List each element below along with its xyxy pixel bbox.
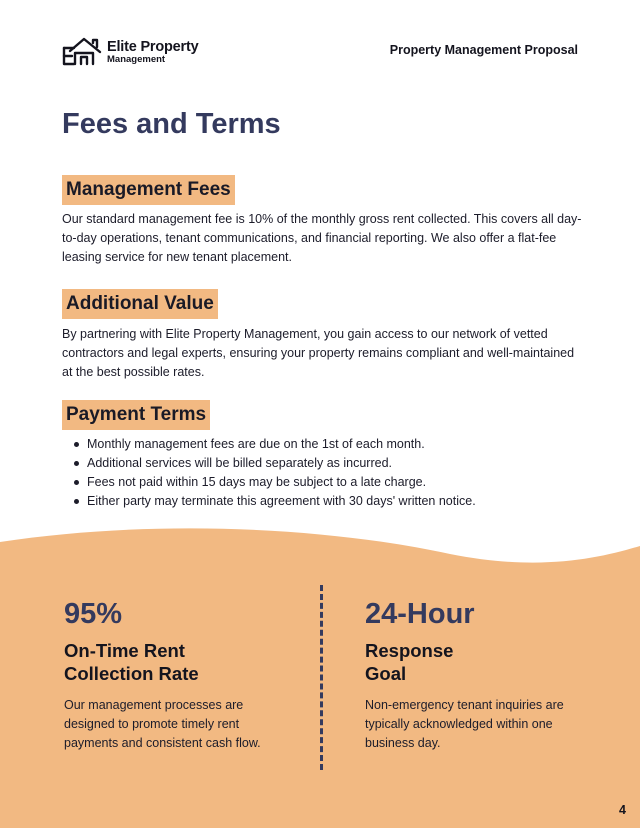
stat-label-line: On-Time Rent bbox=[64, 640, 185, 661]
stat-label-line: Collection Rate bbox=[64, 663, 199, 684]
stat-value: 95% bbox=[64, 598, 123, 630]
list-item: Monthly management fees are due on the 1st of each month. bbox=[62, 435, 582, 454]
stat-label bbox=[64, 639, 294, 685]
stat-description: Non-emergency tenant inquiries are typically acknowledged within one business day. bbox=[365, 698, 564, 750]
stats-divider bbox=[320, 585, 323, 770]
stat-description: Our management processes are designed to promote timely rent payments and consistent cash flow. bbox=[64, 698, 261, 750]
payment-terms-list bbox=[62, 435, 582, 511]
list-item: Additional services will be billed separately as incurred. bbox=[62, 454, 582, 473]
stat-on-time-rent bbox=[64, 596, 294, 753]
management-fees-text: Our standard management fee is 10% of the monthly gross rent collected. This covers all day-to-day operations, tenant communications, and financial reporting. We also offer a flat-fee leasing service for new tenant placement. bbox=[62, 212, 582, 264]
page-number: 4 bbox=[619, 803, 626, 817]
list-item: Either party may terminate this agreement with 30 days' written notice. bbox=[62, 492, 582, 511]
logo-name: Elite Property bbox=[107, 39, 199, 55]
list-item: Fees not paid within 15 days may be subject to a late charge. bbox=[62, 473, 582, 492]
document-title: Property Management Proposal bbox=[389, 43, 578, 57]
house-logo-icon bbox=[62, 36, 104, 66]
additional-value-heading: Additional Value bbox=[62, 289, 218, 319]
stat-label bbox=[365, 639, 595, 685]
payment-terms-heading: Payment Terms bbox=[62, 400, 210, 430]
page-header bbox=[62, 34, 578, 70]
stat-value: 24-Hour bbox=[365, 598, 475, 630]
stat-response-goal bbox=[365, 596, 595, 753]
logo-subtitle: Management bbox=[107, 54, 166, 65]
management-fees-heading: Management Fees bbox=[62, 175, 235, 205]
stat-label-line: Response bbox=[365, 640, 454, 661]
page-title: Fees and Terms bbox=[62, 108, 281, 140]
company-logo bbox=[62, 34, 212, 68]
stat-label-line: Goal bbox=[365, 663, 407, 684]
additional-value-text: By partnering with Elite Property Management, you gain access to our network of vetted contractors and legal experts, ensuring your property remains compliant and well-maintained at the best possible rates. bbox=[62, 327, 575, 379]
